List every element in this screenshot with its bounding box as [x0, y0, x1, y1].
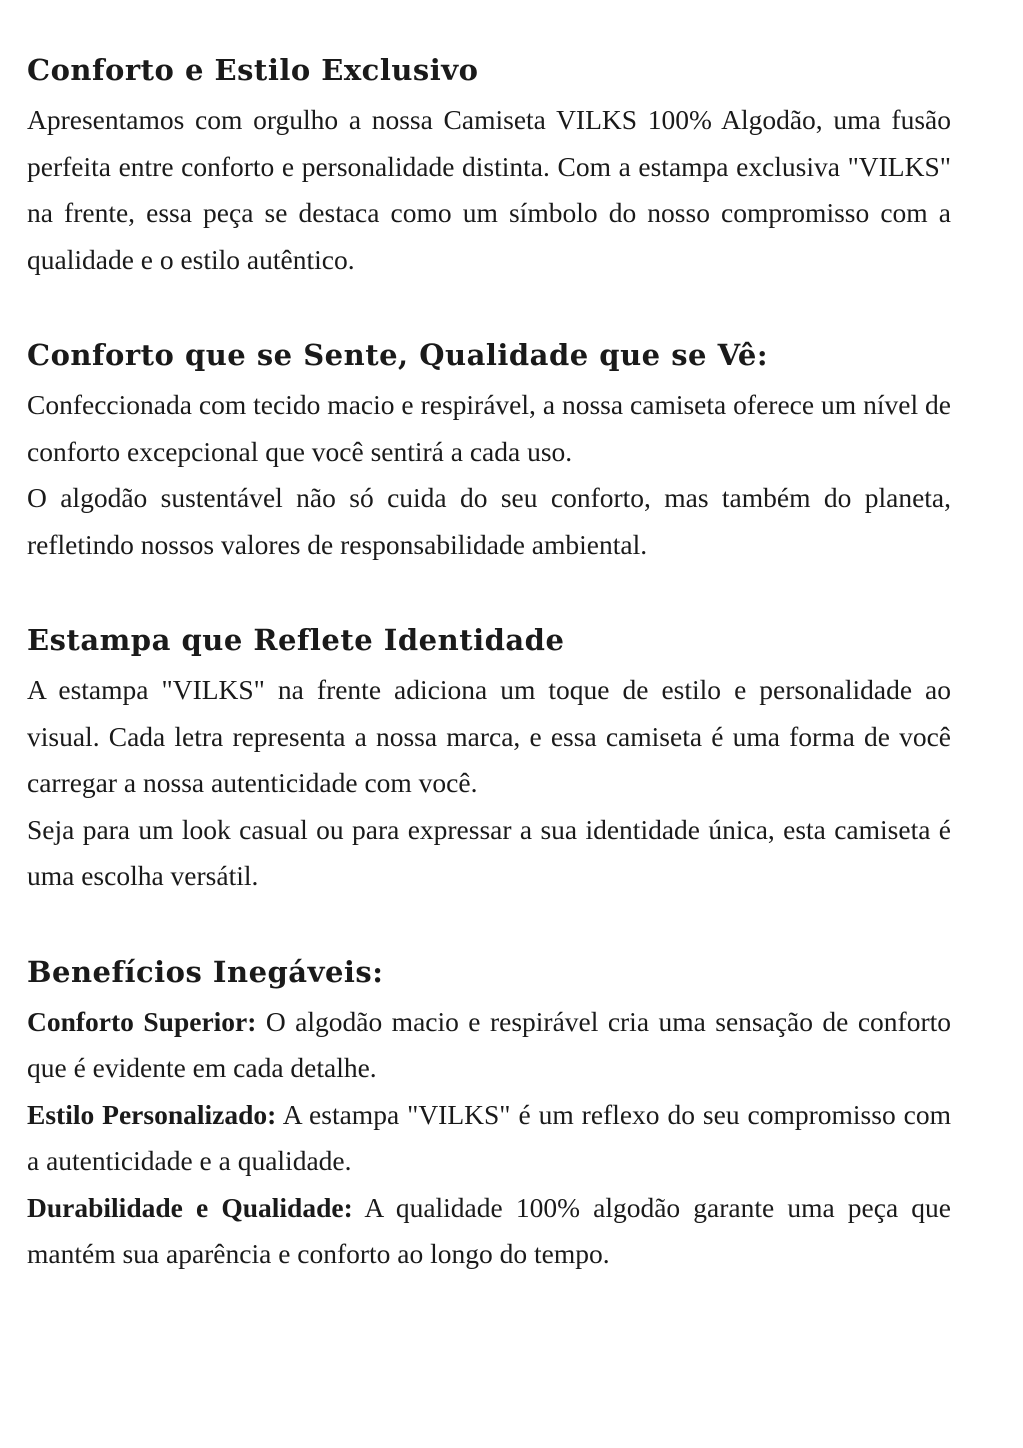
- benefit-text: O algodão macio e respirável cria uma sensação de conforto que é evidente em cada detalhe.: [27, 1005, 951, 1083]
- section-paragraph: A estampa "VILKS" na frente adiciona um toque de estilo e personalidade ao visual. Cada letra representa a nossa marca, e essa camiseta é uma forma de você carregar a nossa autenticidade com você.: [27, 674, 951, 798]
- section-paragraph: Seja para um look casual ou para expressar a sua identidade única, esta camiseta é uma escolha versátil.: [27, 813, 951, 891]
- benefit-label: Estilo Personalizado:: [27, 1098, 277, 1130]
- benefit-text: A qualidade 100% algodão garante uma peça que mantém sua aparência e conforto ao longo do tempo.: [27, 1191, 951, 1269]
- section-conforto-qualidade: [27, 335, 951, 568]
- section-beneficios: [27, 952, 951, 1278]
- section-title: Conforto que se Sente, Qualidade que se Vê:: [27, 338, 769, 372]
- section-title: Benefícios Inegáveis:: [27, 954, 384, 989]
- benefit-item: [27, 1185, 951, 1278]
- section-paragraph: Confeccionada com tecido macio e respirável, a nossa camiseta oferece um nível de conforto excepcional que você sentirá a cada uso.: [27, 389, 951, 467]
- benefit-item: [27, 999, 951, 1092]
- section-paragraph: Apresentamos com orgulho a nossa Camiseta VILKS 100% Algodão, uma fusão perfeita entre conforto e personalidade distinta. Com a estampa exclusiva "VILKS" na frente, essa peça se destaca como um símbolo do nosso compromisso com a qualidade e o estilo autêntico.: [27, 104, 951, 275]
- document-page: [27, 50, 951, 1330]
- section-paragraph: O algodão sustentável não só cuida do seu conforto, mas também do planeta, refletindo nossos valores de responsabilidade ambiental.: [27, 482, 951, 560]
- section-conforto-estilo: [27, 50, 951, 283]
- section-estampa-identidade: [27, 620, 951, 900]
- benefit-text: A estampa "VILKS" é um reflexo do seu compromisso com a autenticidade e a qualidade.: [27, 1098, 951, 1176]
- section-title: Estampa que Reflete Identidade: [27, 623, 565, 657]
- benefit-label: Durabilidade e Qualidade:: [27, 1191, 353, 1223]
- benefit-item: [27, 1092, 951, 1185]
- section-title: Conforto e Estilo Exclusivo: [27, 53, 479, 87]
- benefit-label: Conforto Superior:: [27, 1005, 257, 1037]
